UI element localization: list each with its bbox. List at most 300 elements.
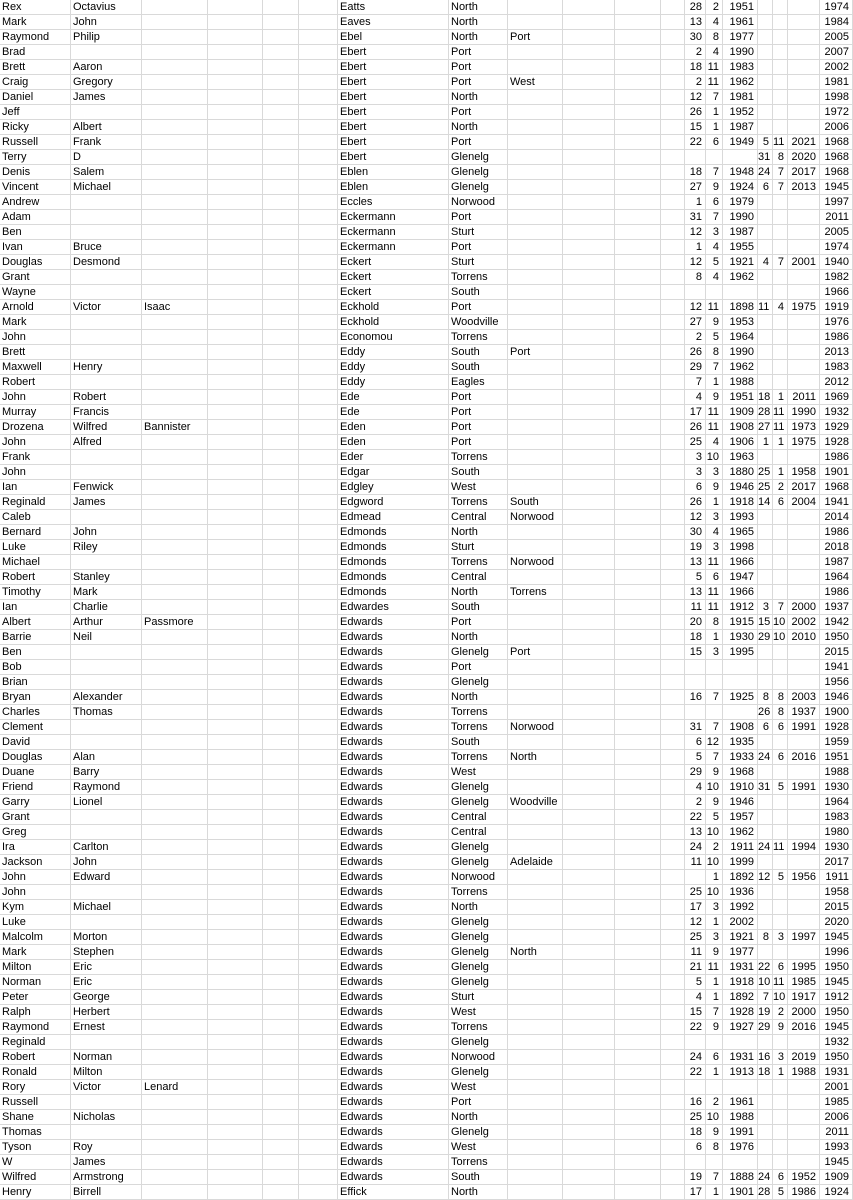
cell-day-2[interactable] <box>758 1125 773 1140</box>
cell-third-name[interactable] <box>142 945 208 960</box>
cell-blank-e[interactable] <box>615 360 661 375</box>
cell-blank-d[interactable] <box>563 855 615 870</box>
cell-year-3[interactable]: 1932 <box>820 1035 853 1050</box>
cell-first-name[interactable]: Barrie <box>0 630 71 645</box>
cell-day-2[interactable]: 29 <box>758 1020 773 1035</box>
cell-middle-name[interactable]: James <box>71 495 142 510</box>
cell-blank-a[interactable] <box>208 450 263 465</box>
cell-day-1[interactable]: 18 <box>685 630 706 645</box>
cell-district-2[interactable]: West <box>508 75 563 90</box>
cell-first-name[interactable]: Ian <box>0 600 71 615</box>
cell-middle-name[interactable]: Ernest <box>71 1020 142 1035</box>
cell-day-2[interactable] <box>758 75 773 90</box>
cell-month-2[interactable]: 3 <box>773 1050 788 1065</box>
cell-third-name[interactable] <box>142 585 208 600</box>
cell-year-3[interactable]: 2015 <box>820 900 853 915</box>
cell-blank-b[interactable] <box>263 570 299 585</box>
cell-district-2[interactable] <box>508 975 563 990</box>
cell-blank-c[interactable] <box>299 660 338 675</box>
cell-first-name[interactable]: Thomas <box>0 1125 71 1140</box>
cell-year-2[interactable]: 2004 <box>788 495 820 510</box>
cell-district-1[interactable]: Torrens <box>449 270 508 285</box>
cell-month-1[interactable]: 12 <box>706 735 723 750</box>
cell-district-2[interactable] <box>508 420 563 435</box>
cell-district-2[interactable] <box>508 735 563 750</box>
cell-year-2[interactable] <box>788 450 820 465</box>
cell-year-3[interactable]: 1945 <box>820 975 853 990</box>
cell-day-1[interactable]: 4 <box>685 390 706 405</box>
cell-district-1[interactable]: Port <box>449 1095 508 1110</box>
cell-blank-d[interactable] <box>563 750 615 765</box>
cell-blank-e[interactable] <box>615 300 661 315</box>
cell-blank-f[interactable] <box>661 375 685 390</box>
cell-first-name[interactable]: Jeff <box>0 105 71 120</box>
cell-blank-a[interactable] <box>208 600 263 615</box>
cell-month-1[interactable]: 3 <box>706 510 723 525</box>
cell-blank-b[interactable] <box>263 0 299 15</box>
cell-month-1[interactable]: 9 <box>706 795 723 810</box>
cell-blank-d[interactable] <box>563 525 615 540</box>
cell-blank-a[interactable] <box>208 735 263 750</box>
cell-blank-f[interactable] <box>661 165 685 180</box>
cell-blank-d[interactable] <box>563 570 615 585</box>
cell-blank-a[interactable] <box>208 1065 263 1080</box>
cell-district-1[interactable]: South <box>449 1170 508 1185</box>
cell-middle-name[interactable]: Thomas <box>71 705 142 720</box>
cell-month-2[interactable] <box>773 1125 788 1140</box>
cell-surname[interactable]: Edmonds <box>338 585 449 600</box>
cell-year-2[interactable] <box>788 855 820 870</box>
cell-year-3[interactable]: 2006 <box>820 1110 853 1125</box>
cell-blank-e[interactable] <box>615 825 661 840</box>
cell-blank-b[interactable] <box>263 105 299 120</box>
cell-surname[interactable]: Effick <box>338 1185 449 1200</box>
cell-month-1[interactable]: 11 <box>706 585 723 600</box>
cell-blank-c[interactable] <box>299 765 338 780</box>
cell-day-1[interactable]: 15 <box>685 120 706 135</box>
cell-month-2[interactable]: 1 <box>773 435 788 450</box>
cell-blank-a[interactable] <box>208 930 263 945</box>
cell-blank-a[interactable] <box>208 90 263 105</box>
cell-month-1[interactable]: 11 <box>706 960 723 975</box>
cell-day-2[interactable] <box>758 1095 773 1110</box>
cell-month-2[interactable]: 1 <box>773 465 788 480</box>
cell-blank-d[interactable] <box>563 345 615 360</box>
cell-district-1[interactable]: South <box>449 465 508 480</box>
cell-month-2[interactable]: 3 <box>773 930 788 945</box>
cell-blank-e[interactable] <box>615 15 661 30</box>
cell-blank-d[interactable] <box>563 420 615 435</box>
cell-year-1[interactable] <box>723 150 758 165</box>
cell-month-1[interactable]: 9 <box>706 390 723 405</box>
cell-blank-c[interactable] <box>299 375 338 390</box>
cell-month-2[interactable] <box>773 315 788 330</box>
cell-district-2[interactable] <box>508 765 563 780</box>
cell-blank-e[interactable] <box>615 450 661 465</box>
cell-blank-d[interactable] <box>563 1155 615 1170</box>
cell-surname[interactable]: Ebert <box>338 105 449 120</box>
cell-district-2[interactable] <box>508 150 563 165</box>
cell-year-2[interactable]: 2011 <box>788 390 820 405</box>
cell-day-2[interactable] <box>758 45 773 60</box>
cell-blank-c[interactable] <box>299 1035 338 1050</box>
cell-blank-e[interactable] <box>615 285 661 300</box>
cell-year-2[interactable] <box>788 570 820 585</box>
cell-district-2[interactable] <box>508 1080 563 1095</box>
cell-blank-a[interactable] <box>208 165 263 180</box>
cell-month-2[interactable] <box>773 855 788 870</box>
cell-district-1[interactable]: Torrens <box>449 720 508 735</box>
cell-third-name[interactable] <box>142 255 208 270</box>
cell-blank-c[interactable] <box>299 1080 338 1095</box>
cell-day-2[interactable] <box>758 90 773 105</box>
cell-blank-c[interactable] <box>299 1095 338 1110</box>
cell-blank-d[interactable] <box>563 540 615 555</box>
cell-blank-a[interactable] <box>208 765 263 780</box>
cell-district-1[interactable]: West <box>449 480 508 495</box>
cell-third-name[interactable] <box>142 330 208 345</box>
cell-year-2[interactable]: 1990 <box>788 405 820 420</box>
cell-day-1[interactable]: 11 <box>685 945 706 960</box>
cell-blank-a[interactable] <box>208 705 263 720</box>
cell-district-2[interactable] <box>508 825 563 840</box>
cell-blank-e[interactable] <box>615 570 661 585</box>
cell-blank-c[interactable] <box>299 240 338 255</box>
cell-blank-d[interactable] <box>563 660 615 675</box>
cell-month-2[interactable] <box>773 105 788 120</box>
cell-district-2[interactable] <box>508 450 563 465</box>
cell-day-2[interactable] <box>758 105 773 120</box>
cell-surname[interactable]: Edwards <box>338 615 449 630</box>
cell-surname[interactable]: Edmead <box>338 510 449 525</box>
cell-district-2[interactable] <box>508 840 563 855</box>
cell-district-1[interactable]: Port <box>449 660 508 675</box>
cell-blank-b[interactable] <box>263 90 299 105</box>
cell-day-2[interactable] <box>758 765 773 780</box>
cell-district-2[interactable] <box>508 1035 563 1050</box>
cell-third-name[interactable] <box>142 1050 208 1065</box>
cell-blank-a[interactable] <box>208 660 263 675</box>
cell-district-1[interactable]: Port <box>449 390 508 405</box>
cell-year-1[interactable]: 1962 <box>723 75 758 90</box>
cell-blank-c[interactable] <box>299 795 338 810</box>
cell-surname[interactable]: Eckert <box>338 285 449 300</box>
cell-middle-name[interactable] <box>71 720 142 735</box>
cell-day-1[interactable]: 26 <box>685 345 706 360</box>
cell-day-2[interactable] <box>758 30 773 45</box>
cell-district-2[interactable]: South <box>508 495 563 510</box>
cell-year-1[interactable]: 1981 <box>723 90 758 105</box>
cell-month-1[interactable]: 9 <box>706 945 723 960</box>
cell-blank-e[interactable] <box>615 1005 661 1020</box>
cell-blank-a[interactable] <box>208 810 263 825</box>
cell-middle-name[interactable]: Roy <box>71 1140 142 1155</box>
cell-blank-f[interactable] <box>661 705 685 720</box>
cell-year-1[interactable]: 1912 <box>723 600 758 615</box>
cell-district-1[interactable]: South <box>449 735 508 750</box>
cell-blank-b[interactable] <box>263 15 299 30</box>
cell-year-3[interactable]: 1972 <box>820 105 853 120</box>
cell-middle-name[interactable]: Philip <box>71 30 142 45</box>
cell-month-1[interactable]: 7 <box>706 1170 723 1185</box>
cell-first-name[interactable]: Mark <box>0 945 71 960</box>
cell-blank-f[interactable] <box>661 480 685 495</box>
cell-surname[interactable]: Edwards <box>338 885 449 900</box>
cell-blank-c[interactable] <box>299 555 338 570</box>
cell-blank-b[interactable] <box>263 795 299 810</box>
cell-first-name[interactable]: Rex <box>0 0 71 15</box>
cell-blank-a[interactable] <box>208 990 263 1005</box>
cell-year-3[interactable]: 1950 <box>820 1050 853 1065</box>
cell-blank-e[interactable] <box>615 915 661 930</box>
cell-month-2[interactable]: 8 <box>773 690 788 705</box>
cell-blank-c[interactable] <box>299 570 338 585</box>
cell-year-1[interactable]: 1979 <box>723 195 758 210</box>
cell-day-1[interactable]: 12 <box>685 225 706 240</box>
cell-blank-f[interactable] <box>661 975 685 990</box>
cell-blank-f[interactable] <box>661 15 685 30</box>
cell-surname[interactable]: Edwards <box>338 630 449 645</box>
cell-first-name[interactable]: Drozena <box>0 420 71 435</box>
cell-month-2[interactable] <box>773 285 788 300</box>
cell-month-2[interactable] <box>773 810 788 825</box>
cell-middle-name[interactable] <box>71 450 142 465</box>
cell-day-2[interactable] <box>758 330 773 345</box>
cell-blank-a[interactable] <box>208 855 263 870</box>
cell-blank-f[interactable] <box>661 150 685 165</box>
cell-month-2[interactable] <box>773 660 788 675</box>
cell-blank-d[interactable] <box>563 45 615 60</box>
cell-blank-e[interactable] <box>615 855 661 870</box>
cell-blank-b[interactable] <box>263 360 299 375</box>
cell-blank-d[interactable] <box>563 1065 615 1080</box>
cell-third-name[interactable] <box>142 1155 208 1170</box>
cell-year-3[interactable]: 1941 <box>820 495 853 510</box>
cell-blank-f[interactable] <box>661 1050 685 1065</box>
cell-blank-a[interactable] <box>208 270 263 285</box>
cell-surname[interactable]: Edwards <box>338 1020 449 1035</box>
cell-blank-f[interactable] <box>661 930 685 945</box>
cell-blank-e[interactable] <box>615 30 661 45</box>
cell-first-name[interactable]: Mark <box>0 15 71 30</box>
cell-year-3[interactable]: 1929 <box>820 420 853 435</box>
cell-middle-name[interactable]: Alan <box>71 750 142 765</box>
cell-district-2[interactable] <box>508 705 563 720</box>
cell-blank-b[interactable] <box>263 330 299 345</box>
cell-first-name[interactable]: Michael <box>0 555 71 570</box>
cell-year-2[interactable]: 2003 <box>788 690 820 705</box>
cell-year-3[interactable]: 1983 <box>820 810 853 825</box>
cell-day-2[interactable]: 6 <box>758 720 773 735</box>
cell-month-1[interactable]: 9 <box>706 1020 723 1035</box>
cell-month-1[interactable]: 9 <box>706 180 723 195</box>
cell-middle-name[interactable]: Arthur <box>71 615 142 630</box>
cell-blank-f[interactable] <box>661 1125 685 1140</box>
cell-month-2[interactable] <box>773 120 788 135</box>
cell-blank-b[interactable] <box>263 600 299 615</box>
cell-day-1[interactable]: 7 <box>685 375 706 390</box>
cell-year-2[interactable]: 2016 <box>788 750 820 765</box>
cell-month-1[interactable]: 8 <box>706 615 723 630</box>
cell-year-1[interactable]: 1962 <box>723 360 758 375</box>
cell-first-name[interactable]: Robert <box>0 570 71 585</box>
cell-third-name[interactable] <box>142 240 208 255</box>
cell-year-3[interactable]: 1997 <box>820 195 853 210</box>
cell-month-2[interactable] <box>773 645 788 660</box>
cell-blank-f[interactable] <box>661 855 685 870</box>
cell-blank-a[interactable] <box>208 285 263 300</box>
cell-month-2[interactable] <box>773 1140 788 1155</box>
cell-blank-c[interactable] <box>299 1170 338 1185</box>
cell-blank-b[interactable] <box>263 285 299 300</box>
cell-blank-b[interactable] <box>263 1095 299 1110</box>
cell-year-2[interactable]: 2001 <box>788 255 820 270</box>
cell-blank-c[interactable] <box>299 315 338 330</box>
cell-district-2[interactable] <box>508 1095 563 1110</box>
cell-first-name[interactable]: Craig <box>0 75 71 90</box>
cell-year-2[interactable] <box>788 915 820 930</box>
cell-blank-b[interactable] <box>263 75 299 90</box>
cell-blank-d[interactable] <box>563 975 615 990</box>
cell-blank-d[interactable] <box>563 285 615 300</box>
cell-district-1[interactable]: North <box>449 90 508 105</box>
cell-surname[interactable]: Eddy <box>338 345 449 360</box>
cell-day-1[interactable]: 25 <box>685 435 706 450</box>
cell-blank-c[interactable] <box>299 75 338 90</box>
cell-blank-a[interactable] <box>208 720 263 735</box>
cell-blank-d[interactable] <box>563 240 615 255</box>
cell-surname[interactable]: Edgword <box>338 495 449 510</box>
cell-blank-e[interactable] <box>615 510 661 525</box>
cell-month-1[interactable]: 2 <box>706 1095 723 1110</box>
cell-month-1[interactable]: 7 <box>706 90 723 105</box>
cell-year-3[interactable]: 1945 <box>820 1020 853 1035</box>
cell-day-1[interactable] <box>685 660 706 675</box>
cell-surname[interactable]: Edwards <box>338 1095 449 1110</box>
cell-year-3[interactable]: 1941 <box>820 660 853 675</box>
cell-year-3[interactable]: 1966 <box>820 285 853 300</box>
cell-day-2[interactable] <box>758 855 773 870</box>
cell-district-1[interactable]: Glenelg <box>449 915 508 930</box>
cell-district-2[interactable] <box>508 480 563 495</box>
cell-district-1[interactable]: Glenelg <box>449 795 508 810</box>
cell-district-1[interactable]: Central <box>449 510 508 525</box>
cell-district-2[interactable]: Adelaide <box>508 855 563 870</box>
cell-district-2[interactable] <box>508 780 563 795</box>
cell-district-1[interactable]: Sturt <box>449 225 508 240</box>
cell-middle-name[interactable] <box>71 105 142 120</box>
cell-month-1[interactable]: 4 <box>706 45 723 60</box>
cell-day-1[interactable] <box>685 705 706 720</box>
cell-year-3[interactable]: 1924 <box>820 1185 853 1200</box>
cell-middle-name[interactable] <box>71 885 142 900</box>
cell-third-name[interactable] <box>142 735 208 750</box>
cell-blank-e[interactable] <box>615 1035 661 1050</box>
cell-year-3[interactable]: 2014 <box>820 510 853 525</box>
cell-year-1[interactable]: 1990 <box>723 345 758 360</box>
cell-district-2[interactable] <box>508 180 563 195</box>
cell-district-1[interactable]: Port <box>449 60 508 75</box>
cell-district-2[interactable]: Norwood <box>508 720 563 735</box>
cell-blank-b[interactable] <box>263 345 299 360</box>
cell-year-2[interactable]: 2016 <box>788 1020 820 1035</box>
cell-month-1[interactable]: 10 <box>706 450 723 465</box>
cell-first-name[interactable]: Bob <box>0 660 71 675</box>
cell-year-2[interactable] <box>788 675 820 690</box>
cell-day-2[interactable] <box>758 525 773 540</box>
cell-month-1[interactable]: 1 <box>706 1185 723 1200</box>
cell-blank-b[interactable] <box>263 840 299 855</box>
cell-middle-name[interactable]: Michael <box>71 900 142 915</box>
cell-district-2[interactable] <box>508 615 563 630</box>
cell-blank-d[interactable] <box>563 120 615 135</box>
cell-surname[interactable]: Edwards <box>338 765 449 780</box>
cell-day-2[interactable]: 24 <box>758 840 773 855</box>
cell-blank-e[interactable] <box>615 345 661 360</box>
cell-first-name[interactable]: Mark <box>0 315 71 330</box>
cell-middle-name[interactable]: Birrell <box>71 1185 142 1200</box>
cell-blank-c[interactable] <box>299 750 338 765</box>
cell-blank-b[interactable] <box>263 555 299 570</box>
cell-blank-d[interactable] <box>563 465 615 480</box>
cell-blank-e[interactable] <box>615 315 661 330</box>
cell-blank-c[interactable] <box>299 285 338 300</box>
cell-blank-f[interactable] <box>661 420 685 435</box>
cell-district-1[interactable]: Port <box>449 105 508 120</box>
cell-third-name[interactable] <box>142 1005 208 1020</box>
cell-surname[interactable]: Edwardes <box>338 600 449 615</box>
cell-year-3[interactable]: 1911 <box>820 870 853 885</box>
cell-blank-c[interactable] <box>299 735 338 750</box>
cell-district-1[interactable]: North <box>449 15 508 30</box>
cell-blank-b[interactable] <box>263 405 299 420</box>
cell-year-2[interactable] <box>788 945 820 960</box>
cell-blank-c[interactable] <box>299 15 338 30</box>
cell-district-2[interactable] <box>508 390 563 405</box>
cell-year-2[interactable] <box>788 285 820 300</box>
cell-third-name[interactable] <box>142 660 208 675</box>
cell-year-2[interactable] <box>788 375 820 390</box>
cell-middle-name[interactable] <box>71 555 142 570</box>
cell-blank-a[interactable] <box>208 870 263 885</box>
cell-first-name[interactable]: Robert <box>0 1050 71 1065</box>
cell-day-1[interactable]: 19 <box>685 1170 706 1185</box>
cell-year-1[interactable]: 1990 <box>723 210 758 225</box>
cell-third-name[interactable] <box>142 720 208 735</box>
cell-month-1[interactable]: 7 <box>706 690 723 705</box>
cell-blank-f[interactable] <box>661 255 685 270</box>
cell-blank-d[interactable] <box>563 60 615 75</box>
cell-blank-c[interactable] <box>299 870 338 885</box>
cell-blank-c[interactable] <box>299 270 338 285</box>
cell-day-1[interactable]: 25 <box>685 930 706 945</box>
cell-day-1[interactable]: 26 <box>685 495 706 510</box>
cell-year-2[interactable]: 1917 <box>788 990 820 1005</box>
cell-district-2[interactable] <box>508 0 563 15</box>
cell-third-name[interactable]: Passmore <box>142 615 208 630</box>
cell-blank-b[interactable] <box>263 720 299 735</box>
cell-blank-b[interactable] <box>263 210 299 225</box>
cell-day-1[interactable] <box>685 285 706 300</box>
cell-year-1[interactable]: 1918 <box>723 495 758 510</box>
cell-month-2[interactable]: 11 <box>773 405 788 420</box>
cell-month-2[interactable] <box>773 1035 788 1050</box>
cell-year-1[interactable]: 1921 <box>723 930 758 945</box>
cell-blank-b[interactable] <box>263 930 299 945</box>
cell-third-name[interactable] <box>142 525 208 540</box>
cell-day-2[interactable]: 8 <box>758 690 773 705</box>
cell-year-2[interactable] <box>788 195 820 210</box>
